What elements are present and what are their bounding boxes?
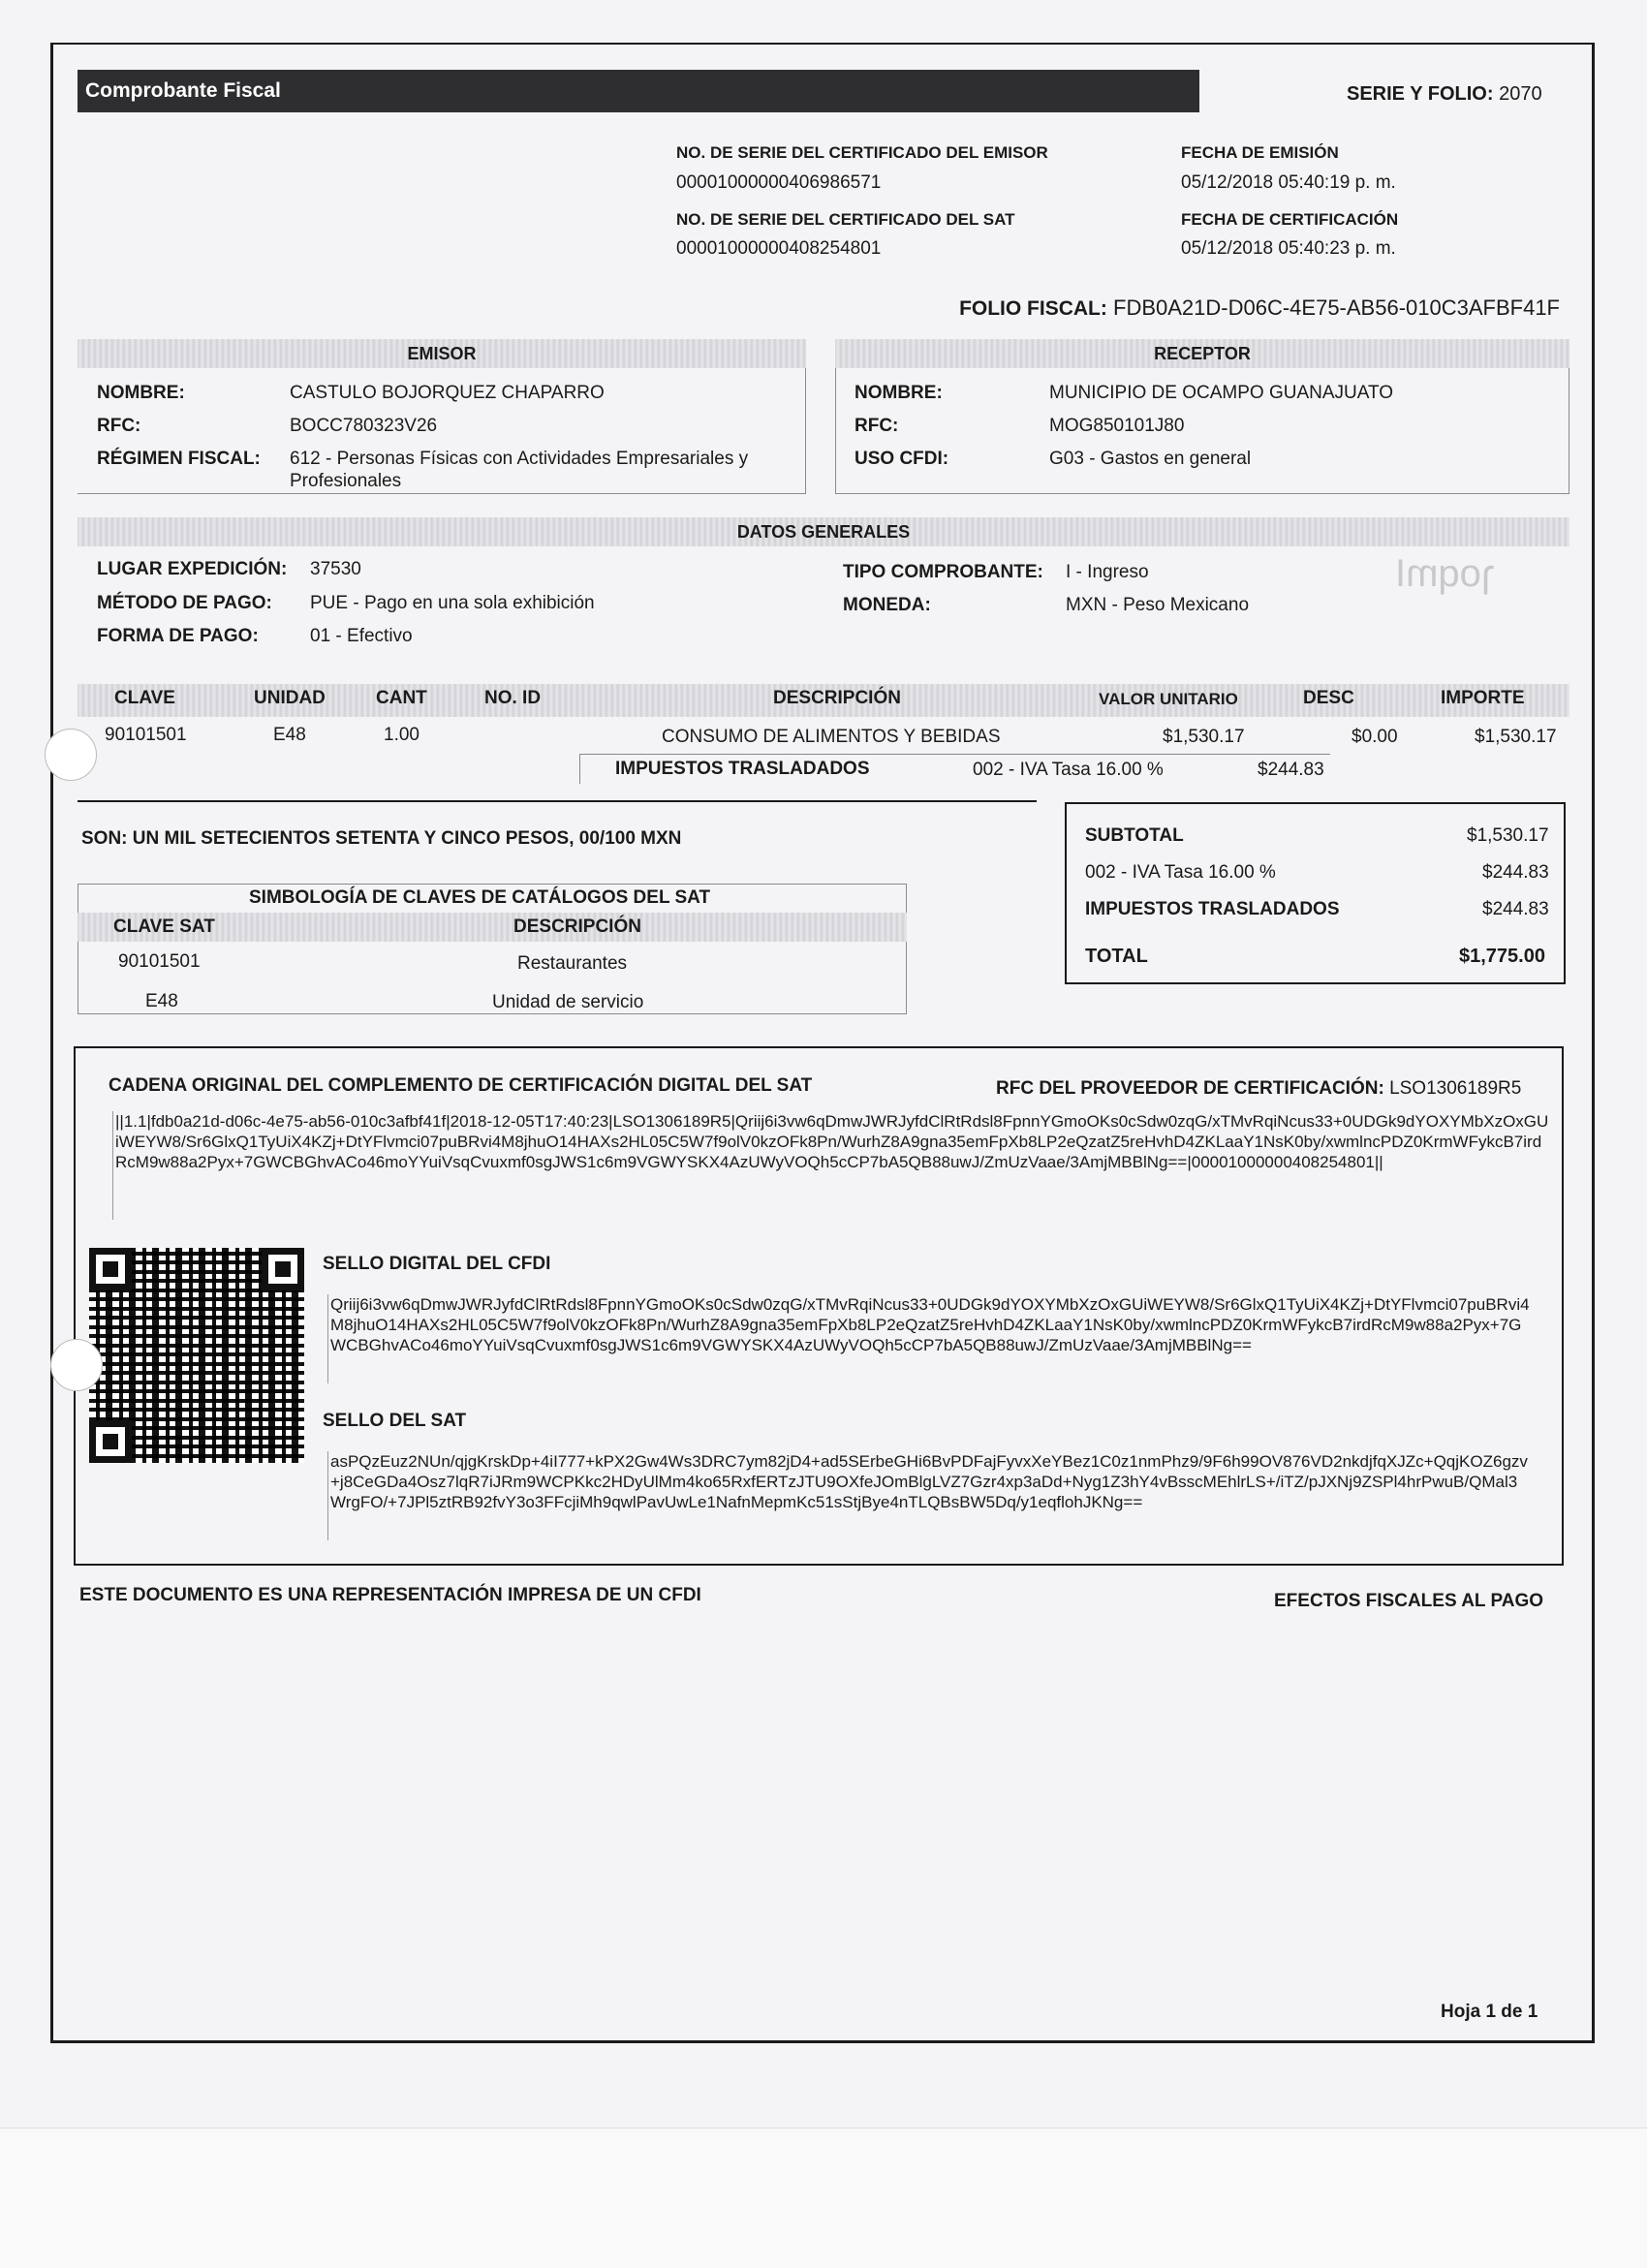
receptor-rfc-value: MOG850101J80 [1049, 416, 1185, 436]
efectos-fiscales: EFECTOS FISCALES AL PAGO [1274, 1591, 1543, 1611]
total-value: $1,775.00 [1459, 946, 1545, 967]
qr-finder-top-left [89, 1248, 132, 1290]
representacion-impresa: ESTE DOCUMENTO ES UNA REPRESENTACIÓN IMPRESA DE UN CFDI [79, 1585, 701, 1605]
row-descripcion: CONSUMO DE ALIMENTOS Y BEBIDAS [662, 727, 1001, 747]
metodo-label: MÉTODO DE PAGO: [97, 593, 272, 613]
serie-folio [1347, 83, 1542, 106]
ghost-text: ɿoqmI [1395, 552, 1495, 595]
lugar-value: 37530 [310, 559, 361, 579]
emisor-regimen-value-2: Profesionales [290, 471, 402, 491]
page-number: Hoja 1 de 1 [1441, 2002, 1538, 2022]
col-descripcion: DESCRIPCIÓN [773, 688, 901, 708]
simbologia-row-2-desc: Unidad de servicio [492, 992, 644, 1012]
row-desc: $0.00 [1352, 727, 1398, 747]
col-unidad: UNIDAD [254, 688, 326, 708]
sello-sat-value: asPQzEuz2NUn/qjgKrskDp+4iI777+kPX2Gw4Ws3DRC7ym82jD4+ad5SErbeGHi6BvPDFajFyvxXeYBez1C0z1nmPhz9/9F6h99OV876VD2nkdjfqXJZc+QqjKOZ6gzv+j8CeGDa4Osz7lqR7iJRm9WCPKkc2HDyUlMm4ko65RxfERTzJTU9OXfeJOmBlgLVZ7Gzr4xp3aDd+Nyg1Z3hY4vBsscMEhlrLS+/iTZ/pJXNj9ZSPl4hrPwuB/QMal3WrgFO/+7JPl5ztRB92fvY3o3FFcjiMh9qwlPavUwLe1NafnMepmKc51sStjBye4nTLQBsBW5Dq/y1eqflohJKNg== [327, 1451, 1532, 1540]
emisor-nombre-value: CASTULO BOJORQUEZ CHAPARRO [290, 383, 605, 403]
impuestos-trasladados-label: IMPUESTOS TRASLADADOS [615, 759, 870, 779]
row-clave: 90101501 [105, 725, 187, 745]
simbologia-row-2-clave: E48 [145, 991, 178, 1011]
receptor-uso-value: G03 - Gastos en general [1049, 449, 1252, 469]
sello-cfdi-value: Qriij6i3vw6qDmwJWRJyfdClRtRdsl8FpnnYGmoOKs0cSdw0zqG/xTMvRqiNcus33+0UDGk9dYOXYMbXzOxGUiWEYW8/Sr6GlxQ1TyUiX4KZj+DtYFlvmci07puBRvi4M8jhuO14HAXs2HL05C5W7f9olV0kzOFk8Pn/WurhZ8A9gna35emFpXb8LP2eQzatZ5reHvhD4ZKLaaY1NsK0by/xwmlncPDZ0KrmWFykcB7irdRcM9w88a2Pyx+7GWCBGhvACo46moYYuiVsqCvuxmf0sgJWS1c6m9VGWYSKX4AzUWyVOQh5cCP7bA5QB88uwJ/ZmUzVaae/3AmjMBBlNg== [327, 1294, 1532, 1383]
subtotal-label: SUBTOTAL [1085, 825, 1184, 846]
folio-fiscal [959, 295, 1560, 321]
total-label: TOTAL [1085, 946, 1148, 967]
simbologia-row-1-clave: 90101501 [118, 951, 201, 972]
emisor-rfc-label: RFC: [97, 416, 141, 436]
row-unidad: E48 [273, 725, 306, 745]
tipo-value: I - Ingreso [1066, 562, 1149, 582]
cadena-original-value: ||1.1|fdb0a21d-d06c-4e75-ab56-010c3afbf41f|2018-12-05T17:40:23|LSO1306189R5|Qriij6i3vw6qDmwJWRJyfdClRtRdsl8FpnnYGmoOKs0cSdw0zqG/xTMvRqiNcus33+0UDGk9dYOXYMbXzOxGUiWEYW8/Sr6GlxQ1TyUiX4KZj+DtYFlvmci07puBRvi4M8jhuO14HAXs2HL05C5W7f9olV0kzOFk8Pn/WurhZ8A9gna35emFpXb8LP2eQzatZ5reHvhD4ZKLaaY1NsK0by/xwmlncPDZ0KrmWFykcB7irdRcM9w88a2Pyx+7GWCBGhvACo46moYYuiVsqCvuxmf0sgJWS1c6m9VGWYSKX4AzUWyVOQh5cCP7bA5QB88uwJ/ZmUzVaae/3AmjMBBlNg==|00001000000408254801|| [112, 1111, 1549, 1220]
metodo-value: PUE - Pago en una sola exhibición [310, 593, 595, 613]
col-valor-unitario: VALOR UNITARIO [1099, 690, 1238, 708]
emisor-regimen-value-1: 612 - Personas Físicas con Actividades Empresariales y [290, 449, 749, 469]
fecha-emision-value: 05/12/2018 05:40:19 p. m. [1181, 172, 1396, 193]
punch-hole-top [45, 729, 97, 781]
fecha-cert-label: FECHA DE CERTIFICACIÓN [1181, 210, 1399, 229]
folio-fiscal-value: FDB0A21D-D06C-4E75-AB56-010C3AFBF41F [1113, 295, 1560, 320]
sello-sat-label: SELLO DEL SAT [323, 1411, 467, 1431]
forma-value: 01 - Efectivo [310, 626, 413, 646]
simbologia-row-1-desc: Restaurantes [517, 953, 628, 974]
simbologia-heading: SIMBOLOGÍA DE CLAVES DE CATÁLOGOS DEL SAT [249, 887, 711, 908]
iva-label: 002 - IVA Tasa 16.00 % [1085, 862, 1276, 883]
col-cant: CANT [376, 688, 427, 708]
receptor-nombre-value: MUNICIPIO DE OCAMPO GUANAJUATO [1049, 383, 1394, 403]
importe-con-letra: SON: UN MIL SETECIENTOS SETENTA Y CINCO PESOS, 00/100 MXN [81, 828, 682, 849]
forma-label: FORMA DE PAGO: [97, 626, 259, 646]
cert-sat-label: NO. DE SERIE DEL CERTIFICADO DEL SAT [676, 210, 1015, 229]
receptor-uso-label: USO CFDI: [855, 449, 949, 469]
qr-finder-top-right [262, 1248, 304, 1290]
moneda-value: MXN - Peso Mexicano [1066, 595, 1250, 615]
serie-folio-label: SERIE Y FOLIO: [1347, 83, 1494, 105]
impuestos-tasa: 002 - IVA Tasa 16.00 % [973, 760, 1164, 780]
serie-folio-value: 2070 [1499, 83, 1542, 105]
rfc-proveedor [996, 1078, 1521, 1100]
sello-cfdi-label: SELLO DIGITAL DEL CFDI [323, 1254, 551, 1274]
document-title: Comprobante Fiscal [78, 70, 1199, 112]
rfc-proveedor-value: LSO1306189R5 [1389, 1078, 1522, 1099]
col-clave: CLAVE [114, 688, 175, 708]
receptor-rfc-label: RFC: [855, 416, 899, 436]
moneda-label: MONEDA: [843, 595, 931, 615]
col-importe: IMPORTE [1441, 688, 1525, 708]
fecha-emision-label: FECHA DE EMISIÓN [1181, 143, 1339, 162]
col-no-id: NO. ID [484, 688, 542, 708]
row-importe: $1,530.17 [1475, 727, 1557, 747]
impuestos-total-value: $244.83 [1482, 899, 1549, 919]
cert-emisor-label: NO. DE SERIE DEL CERTIFICADO DEL EMISOR [676, 143, 1048, 162]
col-desc: DESC [1303, 688, 1354, 708]
tipo-label: TIPO COMPROBANTE: [843, 562, 1043, 582]
emisor-nombre-label: NOMBRE: [97, 383, 185, 403]
emisor-regimen-label: RÉGIMEN FISCAL: [97, 449, 261, 469]
impuestos-total-label: IMPUESTOS TRASLADADOS [1085, 899, 1340, 919]
cert-emisor-value: 00001000000406986571 [676, 172, 882, 193]
row-valor: $1,530.17 [1163, 727, 1245, 747]
qr-finder-bottom-left [89, 1420, 132, 1463]
cadena-original-label: CADENA ORIGINAL DEL COMPLEMENTO DE CERTIFICACIÓN DIGITAL DEL SAT [109, 1075, 813, 1096]
simbologia-col-clave: CLAVE SAT [113, 917, 215, 937]
folio-fiscal-label: FOLIO FISCAL: [959, 297, 1107, 320]
cert-sat-value: 00001000000408254801 [676, 238, 882, 259]
divider-line [78, 800, 1037, 802]
emisor-rfc-value: BOCC780323V26 [290, 416, 438, 436]
receptor-nombre-label: NOMBRE: [855, 383, 943, 403]
iva-value: $244.83 [1482, 862, 1549, 883]
lugar-label: LUGAR EXPEDICIÓN: [97, 559, 288, 579]
rfc-proveedor-label: RFC DEL PROVEEDOR DE CERTIFICACIÓN: [996, 1078, 1384, 1099]
impuestos-monto: $244.83 [1258, 760, 1324, 780]
punch-hole-bottom [50, 1339, 103, 1391]
emisor-heading: EMISOR [78, 339, 806, 368]
receptor-heading: RECEPTOR [835, 339, 1569, 368]
scan-bottom-strip [0, 2128, 1647, 2268]
subtotal-value: $1,530.17 [1467, 825, 1549, 846]
simbologia-col-desc: DESCRIPCIÓN [513, 917, 641, 937]
fecha-cert-value: 05/12/2018 05:40:23 p. m. [1181, 238, 1396, 259]
row-cant: 1.00 [384, 725, 420, 745]
datos-generales-heading: DATOS GENERALES [78, 517, 1569, 546]
